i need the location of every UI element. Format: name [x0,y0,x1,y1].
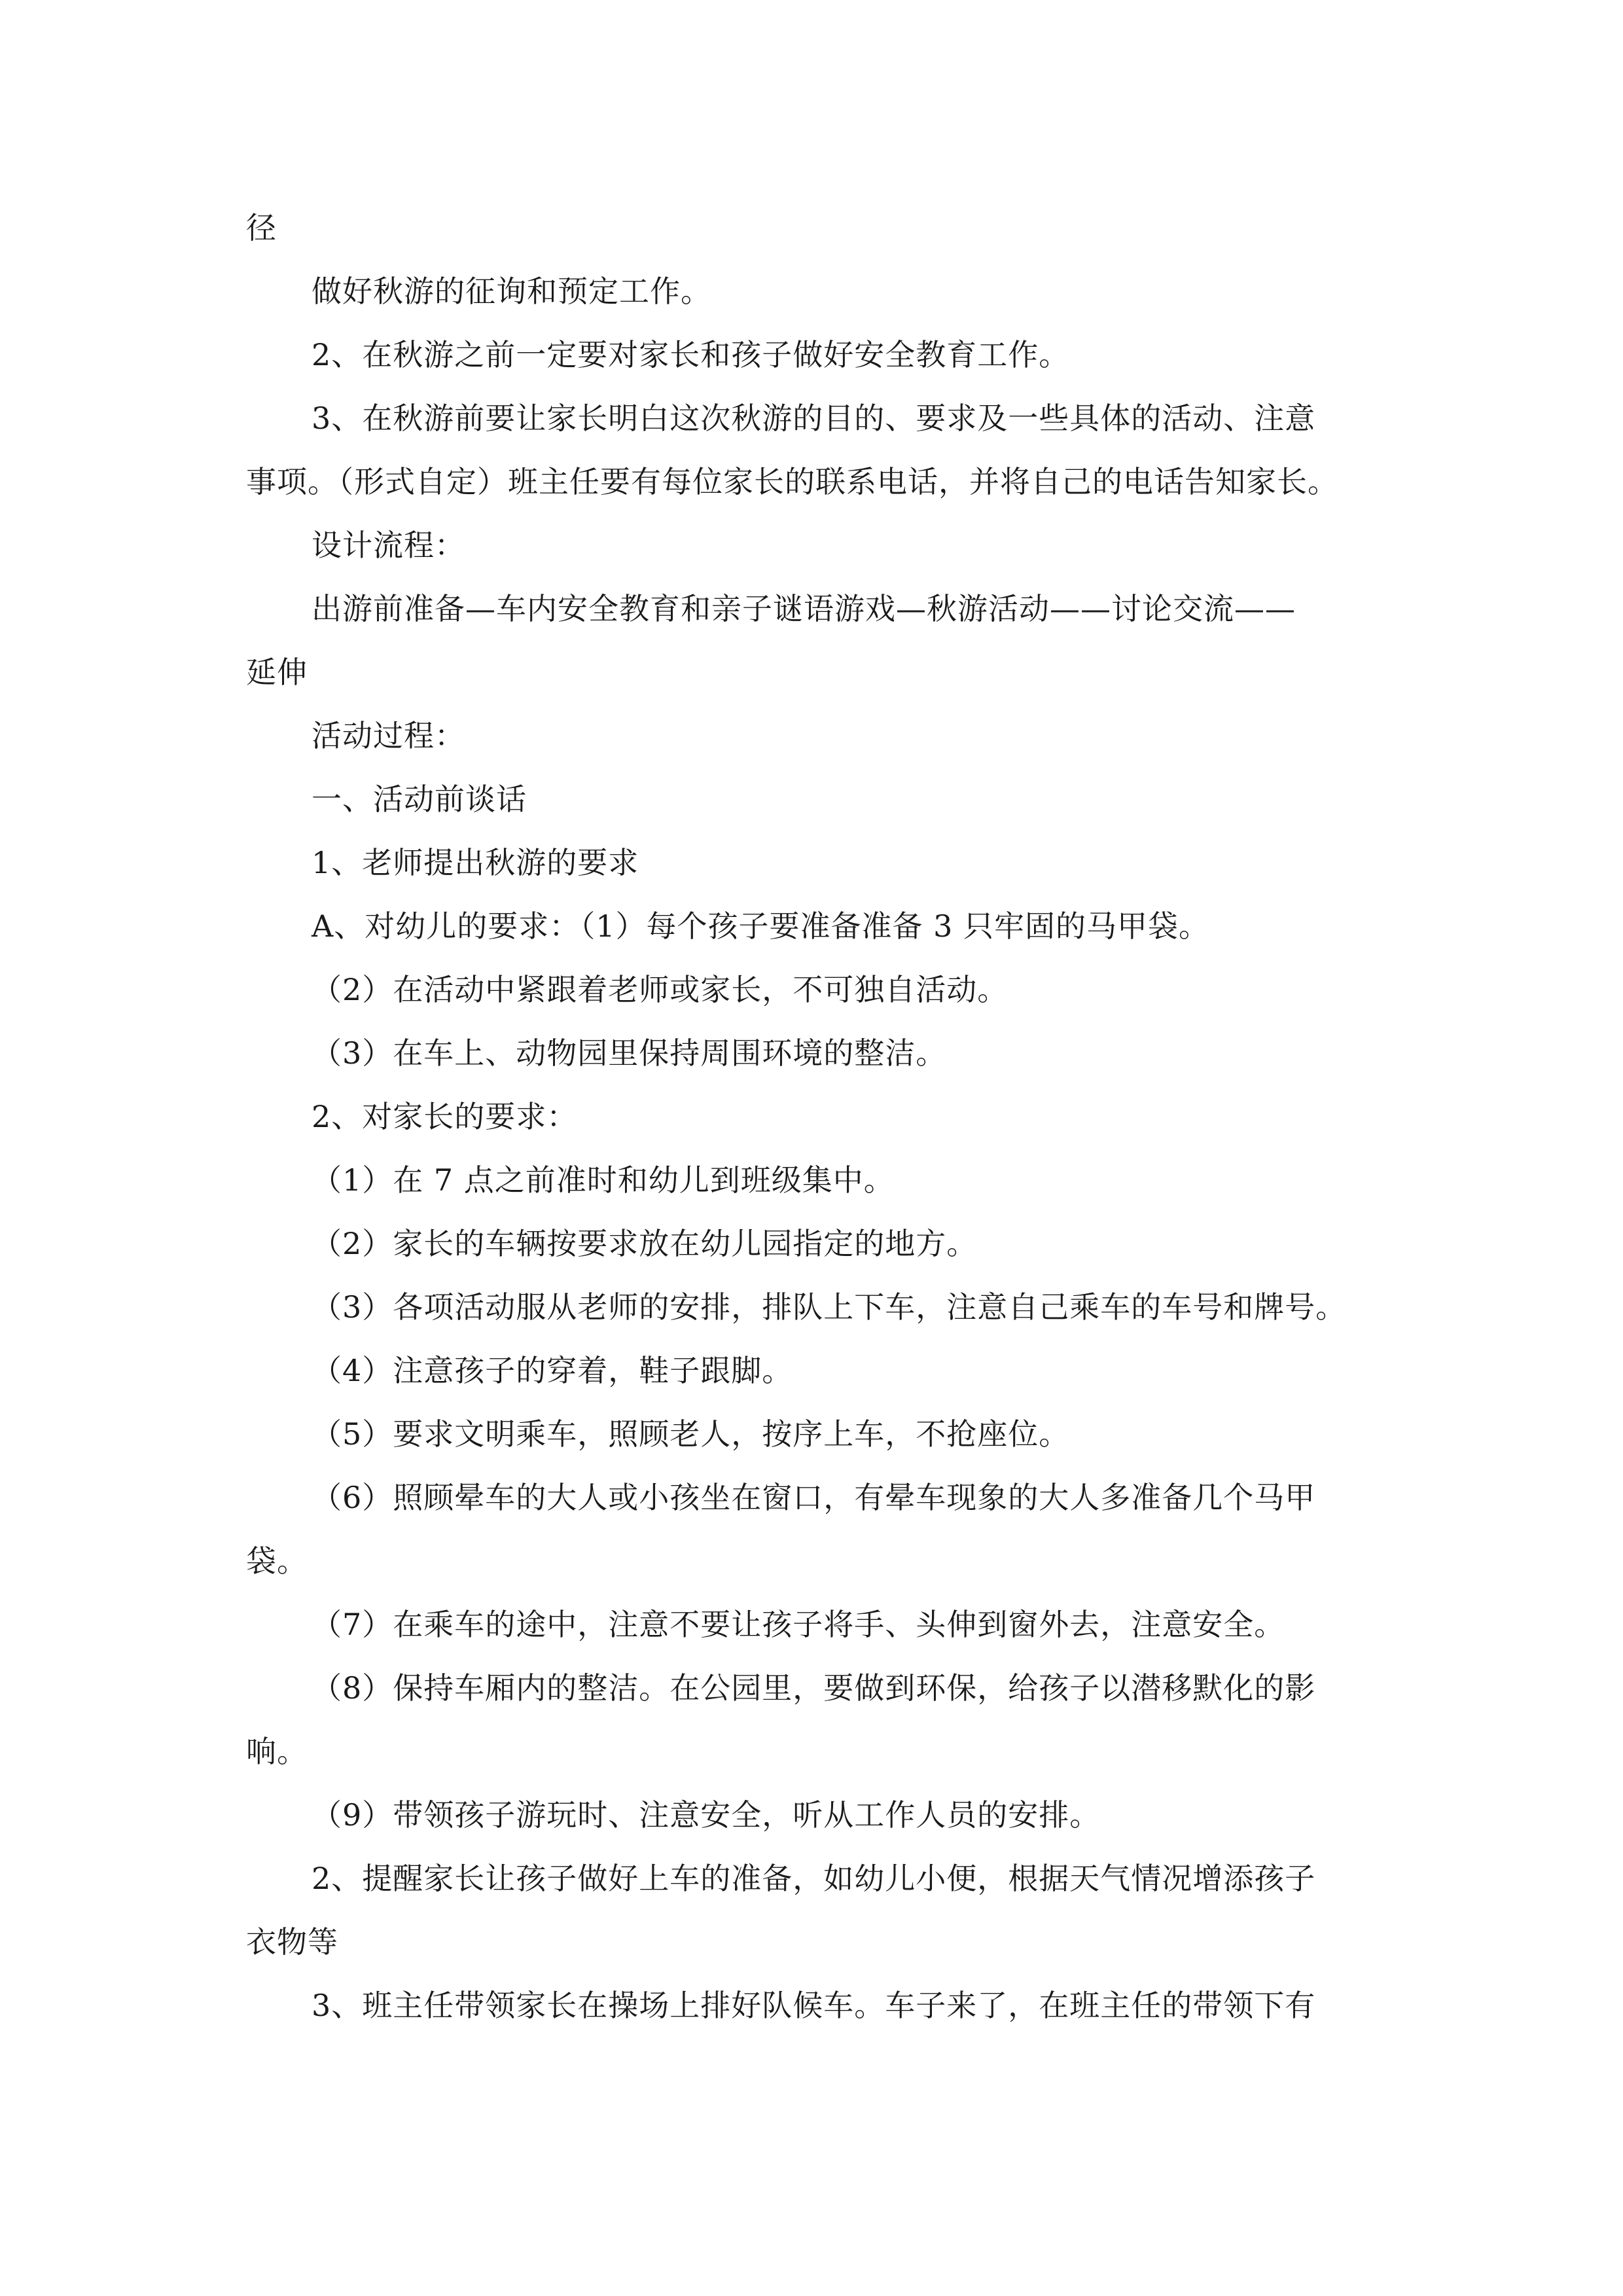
text-line: 径 [246,210,277,245]
text-line: （1）在 7 点之前准时和幼儿到班级集中。 [312,1162,895,1198]
text-line: （6）照顾晕车的大人或小孩坐在窗口，有晕车现象的大人多准备几个马甲 [312,1480,1316,1515]
text-line: 出游前准备—车内安全教育和亲子谜语游戏—秋游活动——讨论交流—— [312,591,1296,626]
text-line: （3）在车上、动物园里保持周围环境的整洁。 [312,1035,947,1071]
text-line: 3、在秋游前要让家长明白这次秋游的目的、要求及一些具体的活动、注意 [312,401,1316,436]
text-line: A、对幼儿的要求：（1）每个孩子要准备准备 3 只牢固的马甲袋。 [312,908,1209,944]
document-page [246,196,1398,2037]
text-line: 事项。（形式自定）班主任要有每位家长的联系电话，并将自己的电话告知家长。 [246,464,1338,499]
text-line: 一、活动前谈话 [312,781,527,817]
text-line: 2、提醒家长让孩子做好上车的准备，如幼儿小便，根据天气情况增添孩子 [312,1861,1316,1896]
text-line: 活动过程： [312,718,465,753]
text-line: 1、老师提出秋游的要求 [312,845,639,880]
text-line: （7）在乘车的途中，注意不要让孩子将手、头伸到窗外去，注意安全。 [312,1607,1285,1642]
text-line: 响。 [246,1734,308,1769]
text-line: 设计流程： [312,528,465,563]
text-line: （3）各项活动服从老师的安排，排队上下车，注意自己乘车的车号和牌号。 [312,1289,1347,1325]
text-line: 做好秋游的征询和预定工作。 [312,274,711,309]
text-line: （5）要求文明乘车，照顾老人，按序上车，不抢座位。 [312,1416,1070,1452]
text-line: （2）在活动中紧跟着老师或家长，不可独自活动。 [312,972,1008,1007]
text-line: （8）保持车厢内的整洁。在公园里，要做到环保，给孩子以潜移默化的影 [312,1670,1316,1706]
text-line: 延伸 [246,655,308,690]
text-line: 袋。 [246,1543,308,1579]
text-line: 2、对家长的要求： [312,1099,578,1134]
text-line: （2）家长的车辆按要求放在幼儿园指定的地方。 [312,1226,978,1261]
text-line: （9）带领孩子游玩时、注意安全，听从工作人员的安排。 [312,1797,1101,1833]
text-line: （4）注意孩子的穿着，鞋子跟脚。 [312,1353,793,1388]
text-line: 衣物等 [246,1924,338,1960]
text-line: 2、在秋游之前一定要对家长和孩子做好安全教育工作。 [312,337,1070,372]
text-line: 3、班主任带领家长在操场上排好队候车。车子来了，在班主任的带领下有 [312,1988,1316,2023]
